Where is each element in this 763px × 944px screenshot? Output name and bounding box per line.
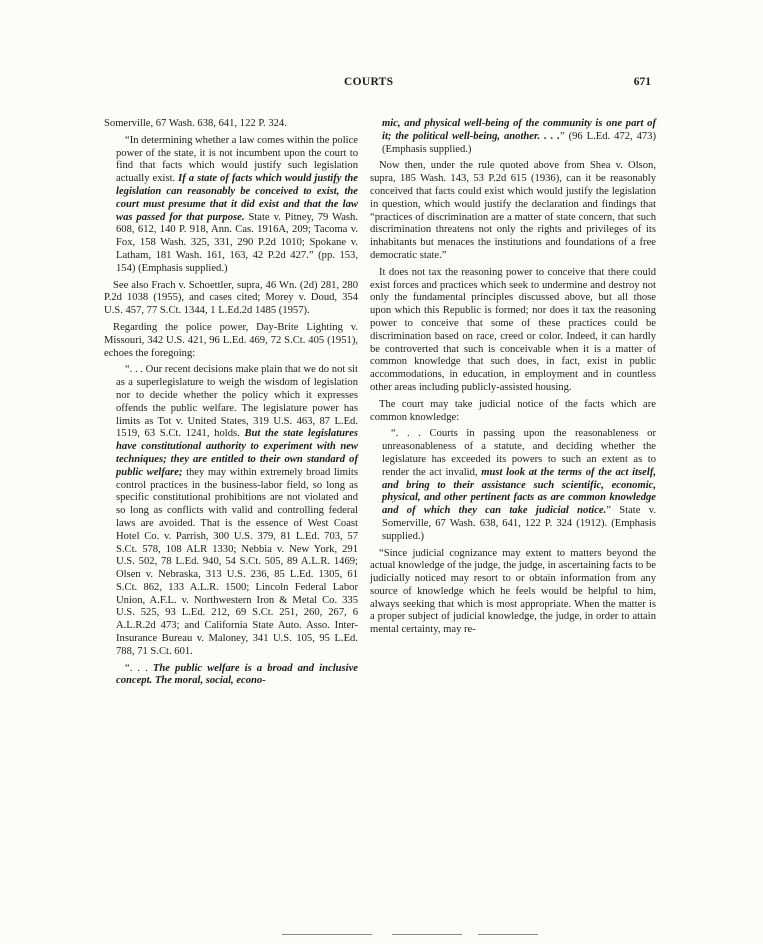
paragraph: It does not tax the reasoning power to conceive that there could exist forces and practices which seek to undermine and destroy not only the fundamental principles discussed above, but all those upon which this Republic is formed; nor does it tax the reasoning power to conceive that some of these practices could be discrimination based on race, creed or color. Indeed, it can hardly be controverted that such is conceivable when it is a matter of common knowledge that such does, in fact, exist in public accommodations, in education, in employment and in countless other areas including publicly-assisted housing. [370,266,656,393]
emphasis: But the state legislatures have constitutional authority to experiment with new techniques; they are entitled to their own standard of public welfare; [116,428,358,478]
emphasis: mic, and physical well-being of the community is one part of it; the political well-being, another. . . . [382,118,656,142]
bottom-rule [478,934,538,935]
block-quote: “. . . The public welfare is a broad and inclusive concept. The moral, social, econo- [116,662,358,687]
page-header [0,76,763,92]
block-quote: “. . . Courts in passing upon the reasonableness or unreasonableness of a statute, and deciding whether the legislature has exceeded its powers to such an extent as to render the act invalid, must look at the terms of the act itself, and bring to their assistance such scientific, economic, physical, and other pertinent facts as are common knowledge and of which they can take judicial notice.” State v. Somerville, 67 Wash. 638, 641, 122 P. 324 (1912). (Emphasis supplied.) [382,428,656,542]
paragraph: See also Frach v. Schoettler, supra, 46 Wn. (2d) 281, 280 P.2d 1038 (1955), and cases cited; Morey v. Doud, 354 U.S. 457, 77 S.Ct. 1344, 1 L.Ed.2d 1485 (1957). [104,279,358,317]
emphasis: must look at the terms of the act itself, and bring to their assistance such scientific, economic, physical, and other pertinent facts as are common knowledge and of which they can take judicial notice. [382,466,656,517]
left-column [104,118,358,692]
block-quote: “. . . Our recent decisions make plain that we do not sit as a superlegislature to weigh the wisdom of legislation nor to decide whether the policy which it expresses offends the public welfare. The legislature power has limits as Tot v. United States, 319 U.S. 463, 87 L.Ed. 1519, 63 S.Ct. 1241, holds. But the state legislatures have constitutional authority to experiment with new techniques; they are entitled to their own standard of public welfare; they may within extremely broad limits control practices in the business-labor field, so long as specific constitutional prohibitions are not violated and so long as conflicts with valid and controlling federal laws are avoided. That is the essence of West Coast Hotel Co. v. Parrish, 300 U.S. 379, 81 L.Ed. 703, 57 S.Ct. 578, 108 ALR 1330; Nebbia v. New York, 291 U.S. 502, 78 L.Ed. 940, 54 S.Ct. 505, 89 A.L.R. 1469; Olsen v. Nebraska, 313 U.S. 236, 85 L.Ed. 1305, 61 S.Ct. 862, 133 A.L.R. 1500; Lincoln Federal Labor Union, A.F.L. v. Northwestern Iron & Metal Co. 335 U.S. 525, 93 L.Ed. 212, 69 S.Ct. 251, 260, 267, 6 A.L.R.2d 473; and California State Auto. Asso. Inter-Insurance Bureau v. Maloney, 341 U.S. 105, 95 L.Ed. 788, 71 S.Ct. 601. [116,364,358,657]
running-head: COURTS [344,76,394,88]
paragraph: Now then, under the rule quoted above from Shea v. Olson, supra, 185 Wash. 143, 53 P.2d 615 (1936), can it be reasonably conceived that facts could exist which would justify the legislation in question, which would justify the declaration and findings that “practices of discrimination are a matter of state concern, that such discrimination threatens not only the rights and privileges of its inhabitants but menaces the institutions and foundations of a free democratic state.” [370,160,656,261]
bottom-rule [392,934,462,935]
paragraph: Regarding the police power, Day-Brite Lighting v. Missouri, 342 U.S. 421, 96 L.Ed. 469, 72 S.Ct. 405 (1951), echoes the foregoing: [104,321,358,359]
paragraph: The court may take judicial notice of the facts which are common knowledge: [370,398,656,423]
right-column [370,118,656,641]
emphasis: If a state of facts which would justify the legislation can reasonably be conceived to exist, the court must presume that it did exist and that the law was passed for that purpose. [116,173,358,223]
paragraph: Somerville, 67 Wash. 638, 641, 122 P. 324. [104,118,287,129]
bottom-rule [282,934,372,935]
block-quote-continued: mic, and physical well-being of the community is one part of it; the political well-being, another. . . .” (96 L.Ed. 472, 473) (Emphasis supplied.) [382,118,656,155]
emphasis: The public welfare is a broad and inclusive concept. The moral, social, econo- [116,662,358,687]
block-quote: “In determining whether a law comes within the police power of the state, it is not incumbent upon the court to find that facts which would justify such legislation actually exist. If a state of facts which would justify the legislation can reasonably be conceived to exist, the court must presume that it did exist and that the law was passed for that purpose. State v. Pitney, 79 Wash. 608, 612, 140 P. 918, Ann. Cas. 1916A, 209; Tacoma v. Fox, 158 Wash. 325, 331, 290 P.2d 1010; Spokane v. Latham, 181 Wash. 161, 163, 42 P.2d 427.” (pp. 153, 154) (Emphasis supplied.) [116,134,358,274]
paragraph: “Since judicial cognizance may extent to matters beyond the actual knowledge of the judge, the judge, in ascertaining facts to be judicially noticed may resort to or obtain information from any source of knowledge which he feels would be helpful to him, always seeking that which is most appropriate. When the matter is a proper subject of judicial knowledge, the judge, in order to attain mental certainty, may re- [370,547,656,636]
page-number: 671 [633,76,651,88]
